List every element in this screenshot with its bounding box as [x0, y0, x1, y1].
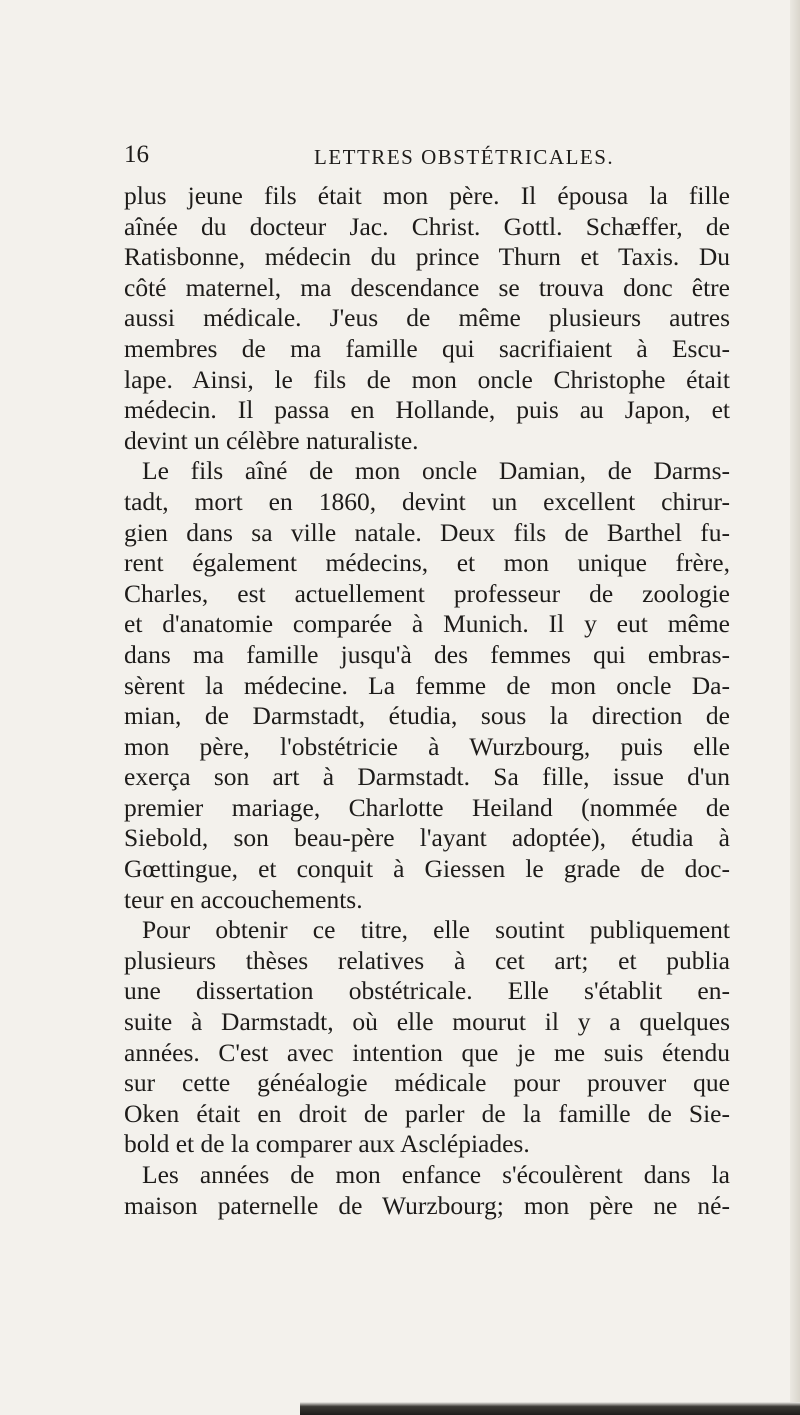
text-line: suite à Darmstadt, où elle mourut il y a quelques [124, 1007, 730, 1037]
page-edge-shadow [790, 0, 800, 1415]
text-line: plus jeune fils était mon père. Il épousa la fille [124, 181, 730, 210]
text-line: Le fils aîné de mon oncle Damian, de Darms- [142, 456, 730, 486]
text-line: dans ma famille jusqu'à des femmes qui embras- [124, 639, 730, 669]
text-line: sur cette généalogie médicale pour prouver que [124, 1068, 730, 1098]
text-line: Pour obtenir ce titre, elle soutint publiquement [142, 915, 730, 945]
text-line: Les années de mon enfance s'écoulèrent dans la [142, 1160, 730, 1189]
bottom-scan-edge [300, 1402, 800, 1415]
text-line: sèrent la médecine. La femme de mon oncle Da- [124, 670, 730, 700]
text-line: lape. Ainsi, le fils de mon oncle Christophe était [124, 364, 730, 394]
text-line: médecin. Il passa en Hollande, puis au Japon, et [124, 395, 730, 425]
text-line: devint un célèbre naturaliste. [124, 425, 419, 455]
text-line: bold et de la comparer aux Asclépiades. [124, 1129, 530, 1159]
text-line: aussi médicale. J'eus de même plusieurs autres [124, 303, 730, 333]
text-line: mon père, l'obstétricie à Wurzbourg, puis elle [124, 731, 730, 761]
page-number: 16 [124, 141, 149, 168]
text-line: maison paternelle de Wurzbourg; mon père ne né- [124, 1190, 730, 1220]
text-line: aînée du docteur Jac. Christ. Gottl. Schæffer, de [124, 211, 730, 241]
text-line: membres de ma famille qui sacrifiaient à Escu- [124, 333, 730, 363]
text-line: premier mariage, Charlotte Heiland (nommée de [124, 792, 730, 822]
text-line: années. C'est avec intention que je me suis étendu [124, 1037, 730, 1067]
text-line: Oken était en droit de parler de la famille de Sie- [124, 1098, 730, 1128]
text-line: Gœttingue, et conquit à Giessen le grade de doc- [124, 854, 730, 884]
text-line: Ratisbonne, médecin du prince Thurn et Taxis. Du [124, 242, 730, 272]
text-line: plusieurs thèses relatives à cet art; et publia [124, 945, 730, 975]
text-line: exerça son art à Darmstadt. Sa fille, issue d'un [124, 762, 730, 792]
text-line: Charles, est actuellement professeur de zoologie [124, 578, 730, 608]
text-line: gien dans sa ville natale. Deux fils de Barthel fu- [124, 517, 730, 547]
text-line: rent également médecins, et mon unique frère, [124, 548, 730, 578]
text-line: teur en accouchements. [124, 884, 363, 914]
running-title: LETTRES OBSTÉTRICALES. [314, 145, 615, 169]
page-header [124, 140, 724, 170]
body-text [124, 181, 730, 1221]
text-line: côté maternel, ma descendance se trouva donc être [124, 272, 730, 302]
text-line: mian, de Darmstadt, étudia, sous la direction de [124, 701, 730, 731]
text-line: et d'anatomie comparée à Munich. Il y eut même [124, 609, 730, 639]
text-line: Siebold, son beau-père l'ayant adoptée), étudia à [124, 823, 730, 853]
text-line: une dissertation obstétricale. Elle s'établit en- [124, 976, 730, 1006]
text-line: tadt, mort en 1860, devint un excellent chirur- [124, 486, 730, 516]
